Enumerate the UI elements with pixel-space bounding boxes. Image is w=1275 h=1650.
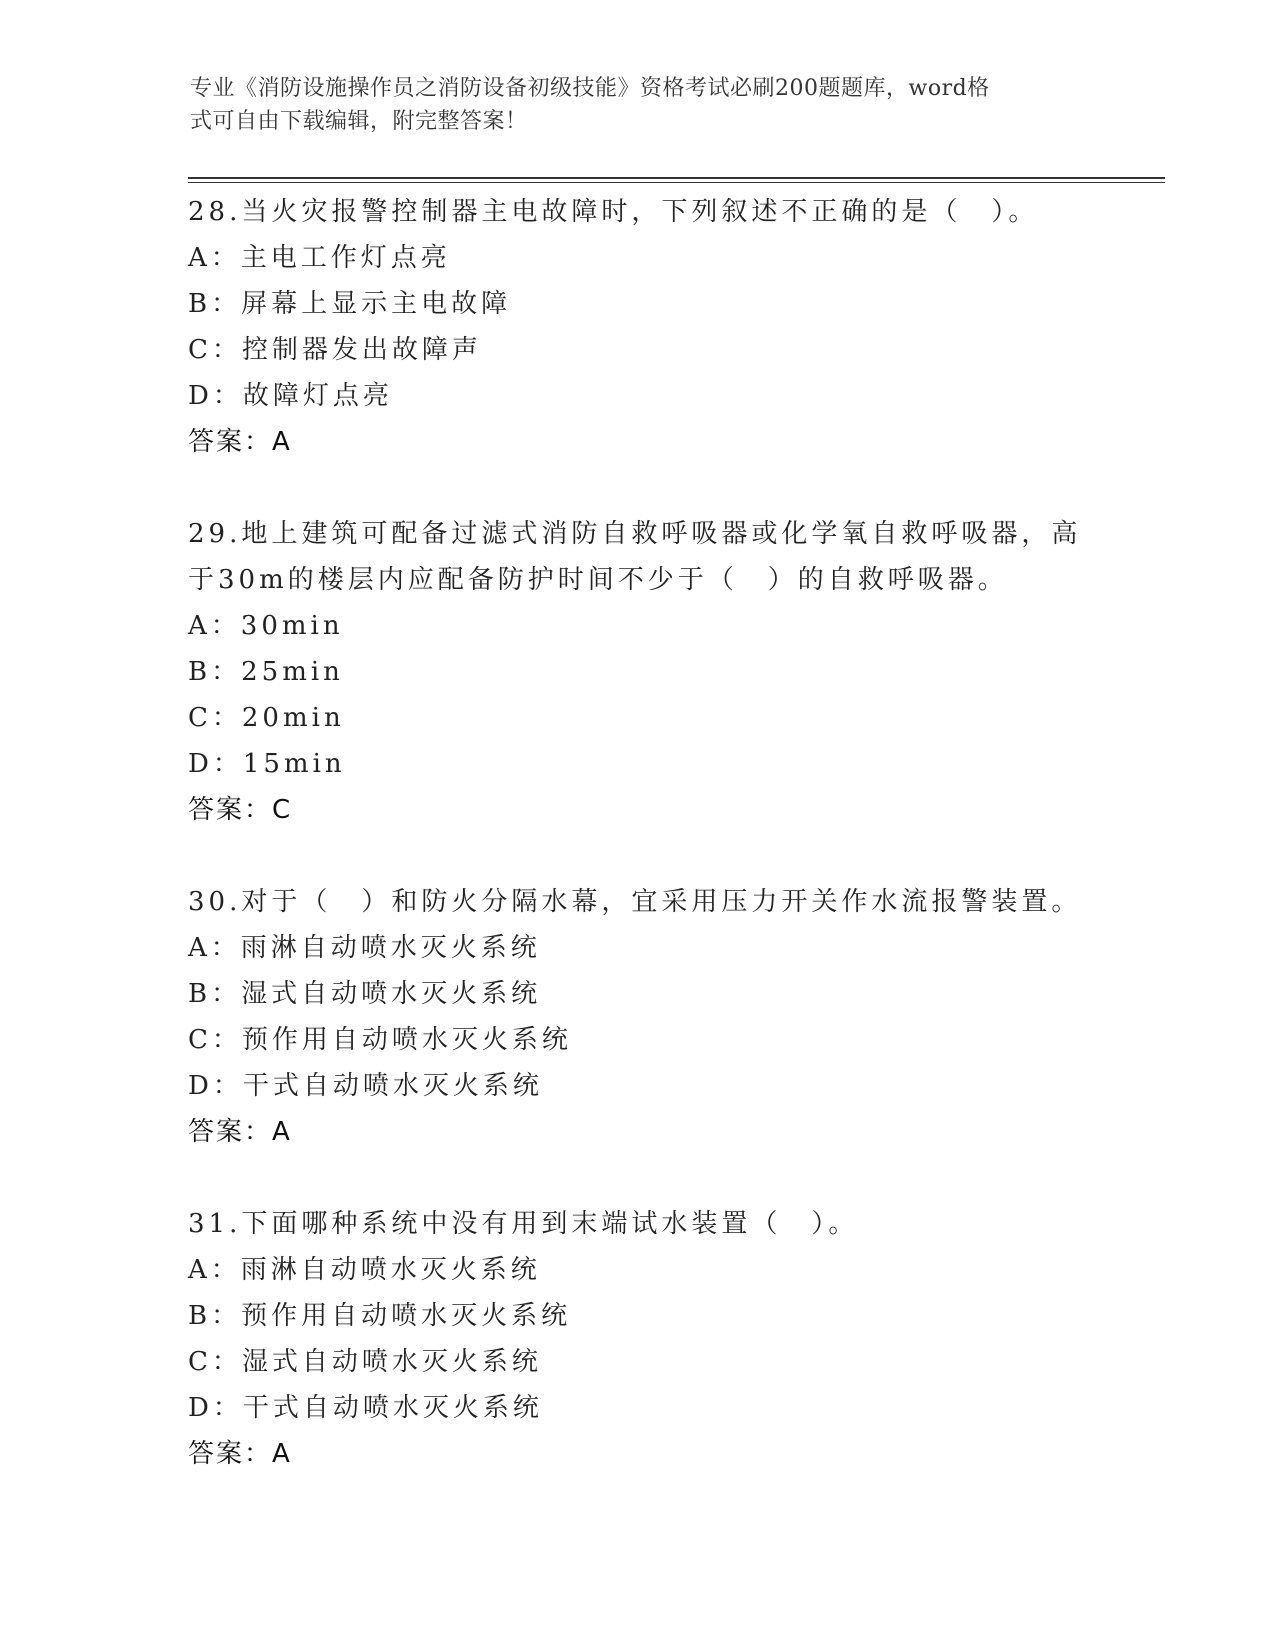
document-header	[190, 72, 1090, 138]
question-28	[188, 189, 1088, 465]
header-divider-thick	[188, 177, 1165, 179]
option-b: B：湿式自动喷水灭火系统	[188, 979, 542, 1009]
option-d: D：干式自动喷水灭火系统	[188, 1393, 543, 1423]
option-b: B：预作用自动喷水灭火系统	[188, 1301, 572, 1331]
question-29	[188, 511, 1088, 833]
option-a: A：主电工作灯点亮	[188, 243, 451, 273]
option-b: B：25min	[188, 657, 344, 687]
question-stem: 29.地上建筑可配备过滤式消防自救呼吸器或化学氧自救呼吸器，高于30m的楼层内应配备防护时间不少于（ ）的自救呼吸器。	[188, 519, 1082, 595]
option-c: C：湿式自动喷水灭火系统	[188, 1347, 542, 1377]
answer-label: 答案：A	[188, 1439, 292, 1469]
option-c: C：20min	[188, 703, 345, 733]
question-30	[188, 879, 1088, 1155]
answer-label: 答案：A	[188, 427, 292, 457]
question-31	[188, 1201, 1088, 1477]
question-stem: 28.当火灾报警控制器主电故障时，下列叙述不正确的是（ ）。	[188, 197, 1039, 227]
question-stem: 30.对于（ ）和防火分隔水幕，宜采用压力开关作水流报警装置。	[188, 887, 1082, 917]
option-d: D：故障灯点亮	[188, 381, 393, 411]
option-a: A：30min	[188, 611, 344, 641]
answer-label: 答案：A	[188, 1117, 292, 1147]
option-c: C：预作用自动喷水灭火系统	[188, 1025, 572, 1055]
option-d: D：干式自动喷水灭火系统	[188, 1071, 543, 1101]
option-b: B：屏幕上显示主电故障	[188, 289, 512, 319]
option-d: D：15min	[188, 749, 346, 779]
header-divider-thin	[188, 182, 1165, 183]
option-c: C：控制器发出故障声	[188, 335, 482, 365]
option-a: A：雨淋自动喷水灭火系统	[188, 933, 541, 963]
answer-label: 答案：C	[188, 795, 293, 825]
header-line-1: 专业《消防设施操作员之消防设备初级技能》资格考试必刷200题题库，word格	[190, 76, 990, 101]
question-stem: 31.下面哪种系统中没有用到末端试水装置（ ）。	[188, 1209, 859, 1239]
header-line-2: 式可自由下载编辑，附完整答案！	[190, 109, 528, 134]
option-a: A：雨淋自动喷水灭火系统	[188, 1255, 541, 1285]
